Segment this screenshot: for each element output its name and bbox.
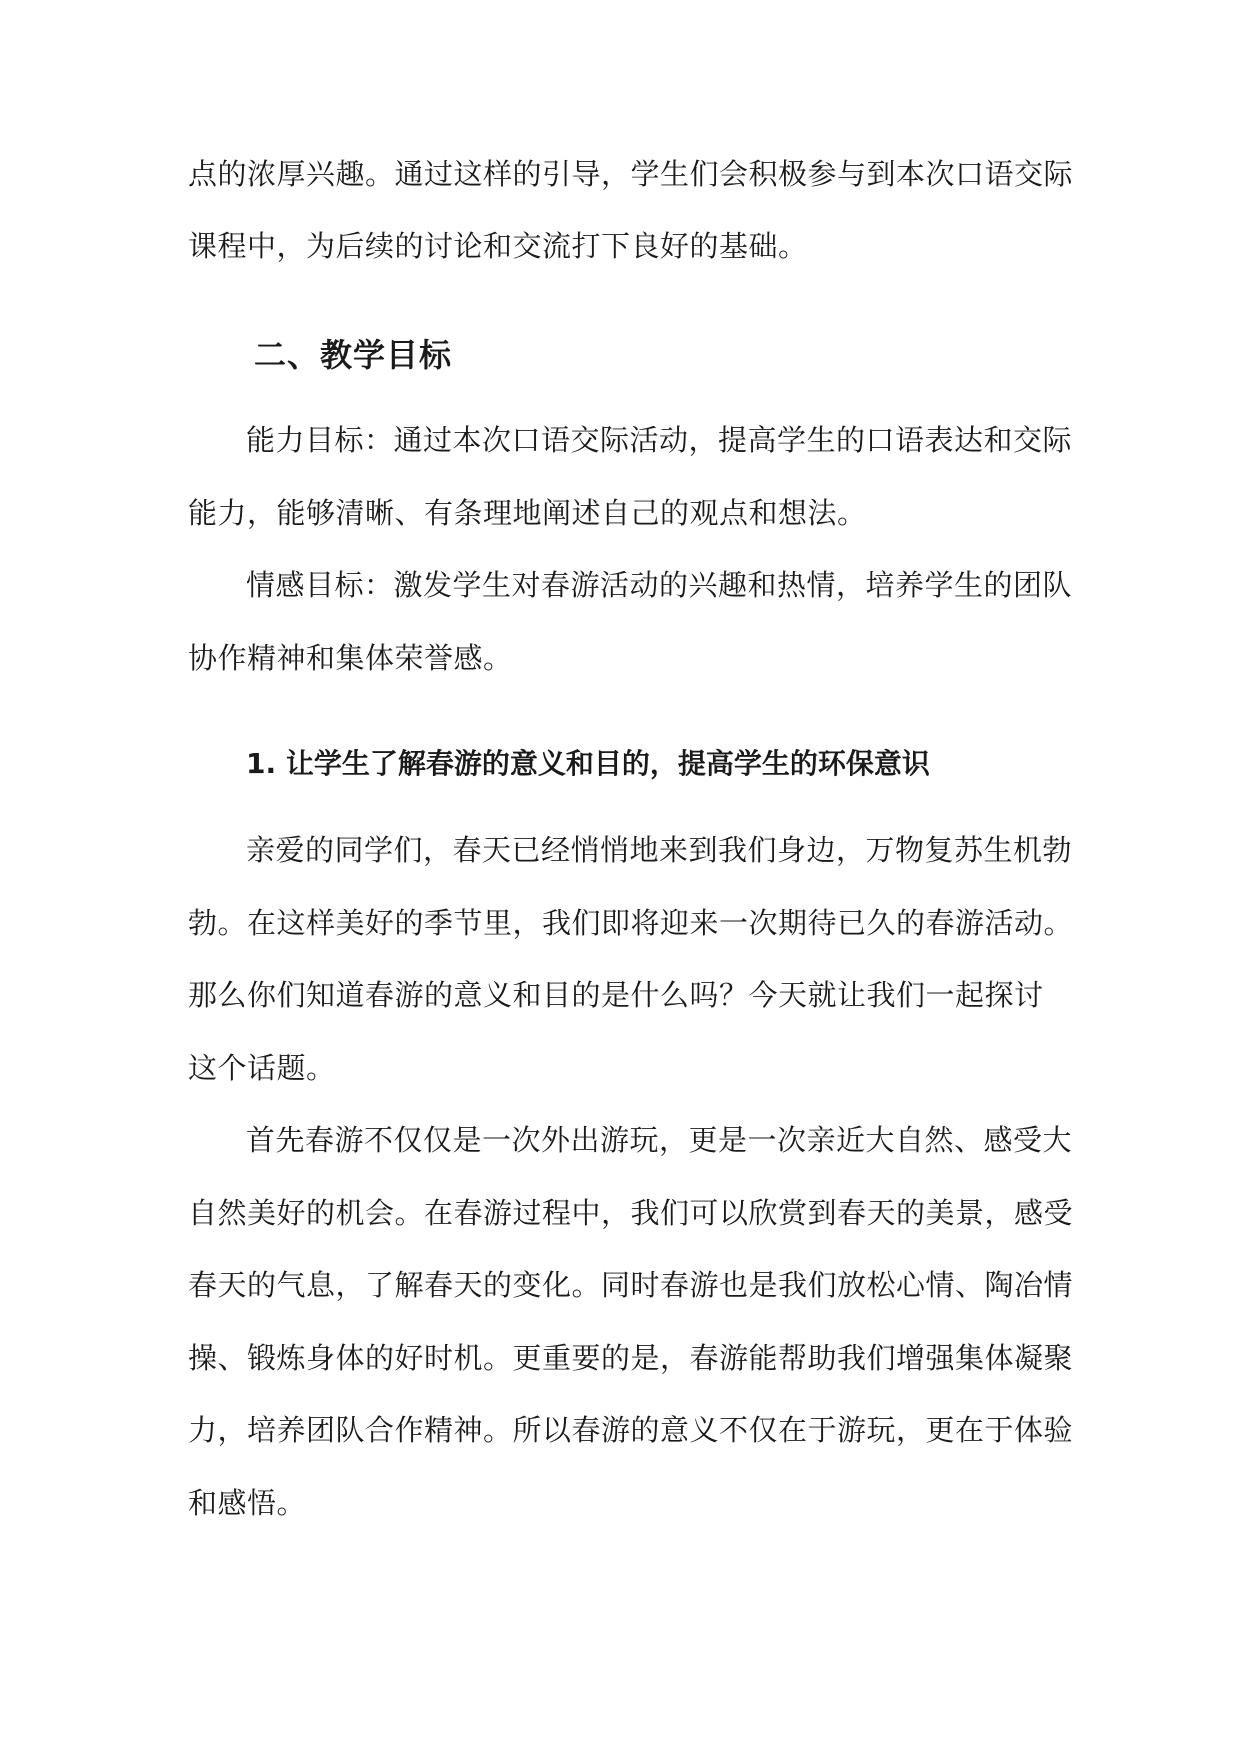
para2-line-4: 操、锻炼身体的好时机。更重要的是，春游能帮助我们增强集体凝聚 bbox=[188, 1341, 1074, 1375]
intro-line-1: 点的浓厚兴趣。通过这样的引导，学生们会积极参与到本次口语交际 bbox=[188, 157, 1074, 191]
para2-line-6: 和感悟。 bbox=[188, 1486, 307, 1520]
intro-line-2: 课程中，为后续的讨论和交流打下良好的基础。 bbox=[188, 229, 808, 263]
emotion-goal-line-1: 情感目标：激发学生对春游活动的兴趣和热情，培养学生的团队 bbox=[246, 568, 1073, 602]
para2-line-3: 春天的气息，了解春天的变化。同时春游也是我们放松心情、陶冶情 bbox=[188, 1268, 1074, 1302]
para1-line-4: 这个话题。 bbox=[188, 1051, 336, 1085]
para1-line-3: 那么你们知道春游的意义和目的是什么吗？今天就让我们一起探讨 bbox=[188, 978, 1044, 1012]
ability-goal-line-1: 能力目标：通过本次口语交际活动，提高学生的口语表达和交际 bbox=[246, 423, 1073, 457]
para2-line-1: 首先春游不仅仅是一次外出游玩，更是一次亲近大自然、感受大 bbox=[246, 1123, 1073, 1157]
emotion-goal-line-2: 协作精神和集体荣誉感。 bbox=[188, 641, 513, 675]
section-heading-teaching-goals: 二、教学目标 bbox=[254, 336, 453, 374]
para1-line-1: 亲爱的同学们，春天已经悄悄地来到我们身边，万物复苏生机勃 bbox=[246, 833, 1073, 867]
para2-line-5: 力，培养团队合作精神。所以春游的意义不仅在于游玩，更在于体验 bbox=[188, 1413, 1074, 1447]
item-1-heading: 1. 让学生了解春游的意义和目的，提高学生的环保意识 bbox=[246, 747, 930, 780]
para1-line-2: 勃。在这样美好的季节里，我们即将迎来一次期待已久的春游活动。 bbox=[188, 906, 1074, 940]
para2-line-2: 自然美好的机会。在春游过程中，我们可以欣赏到春天的美景，感受 bbox=[188, 1196, 1074, 1230]
ability-goal-line-2: 能力，能够清晰、有条理地阐述自己的观点和想法。 bbox=[188, 496, 867, 530]
